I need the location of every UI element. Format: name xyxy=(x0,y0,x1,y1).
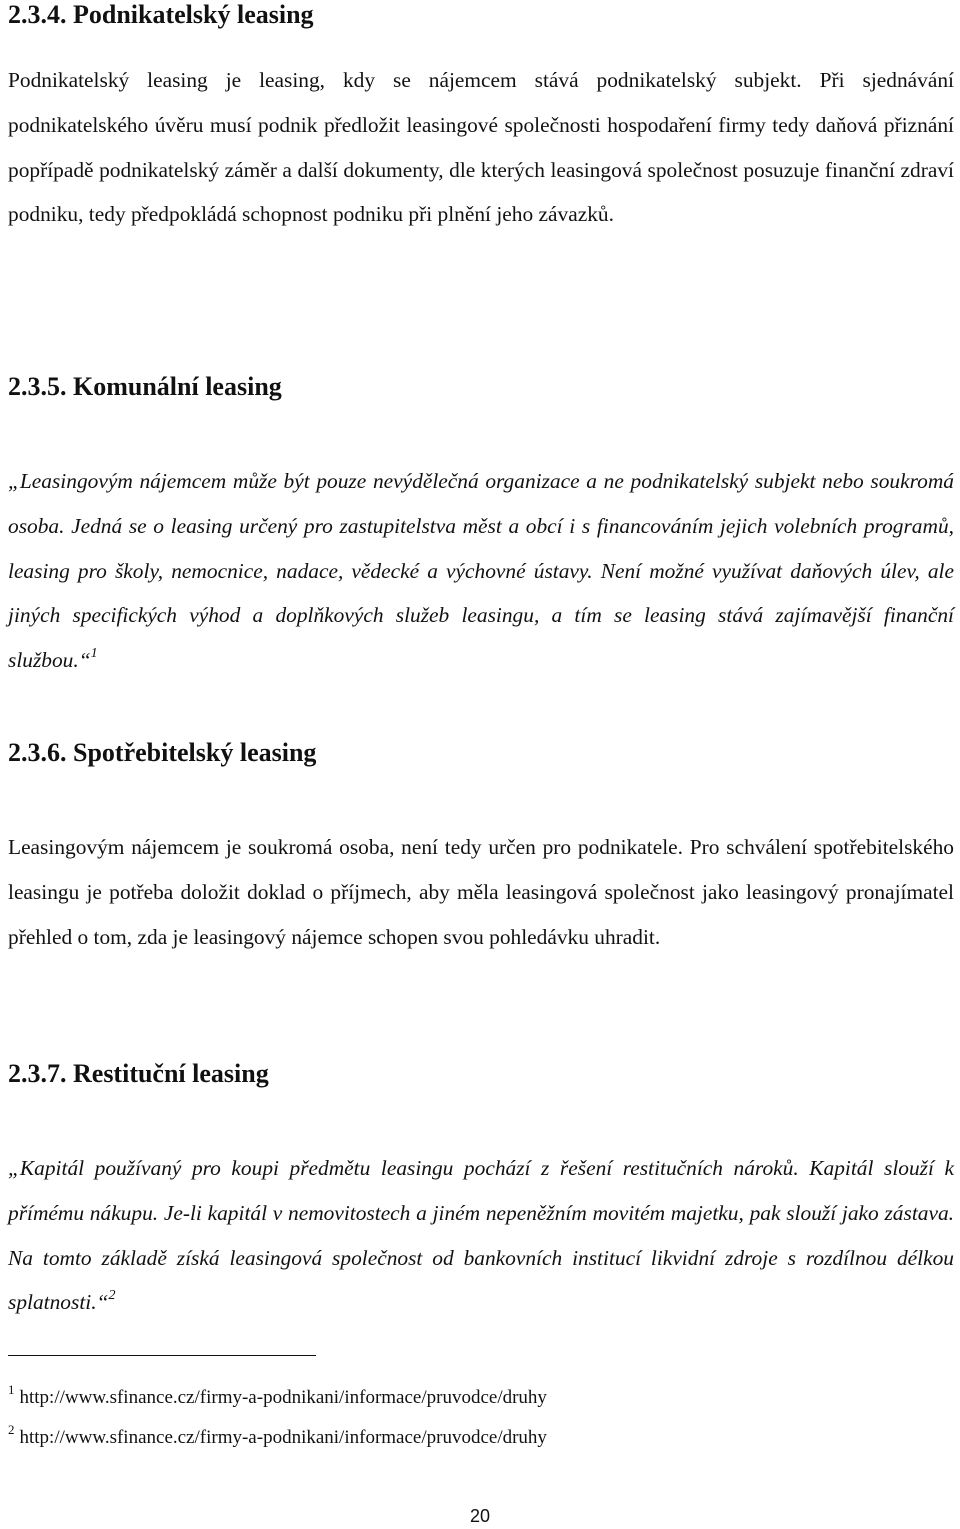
footnote-number: 2 xyxy=(8,1422,15,1437)
quote-text-komunalni: „Leasingovým nájemcem může být pouze nevýdělečná organizace a ne podnikatelský subjekt nebo soukromá osoba. Jedná se o leasing určený pro zastupitelstva měst a obcí i s financováním jejich volebních programů, leasing pro školy, nemocnice, nadace, vědecké a výchovné ústavy. Není možné využívat daňových úlev, ale jiných specifických výhod a doplňkových služeb leasingu, a tím se leasing stává zajímavější finanční službou.“ xyxy=(8,469,954,673)
footnote-reference[interactable]: 1 xyxy=(90,646,98,662)
footnote-separator xyxy=(8,1355,316,1356)
page-number: 20 xyxy=(469,1506,491,1526)
section-heading-restitucni-leasing: 2.3.7. Restituční leasing xyxy=(8,1059,269,1088)
footnote xyxy=(8,1422,547,1450)
paragraph-podnikatelsky-leasing: Podnikatelský leasing je leasing, kdy se nájemcem stává podnikatelský subjekt. Při sjednávání podnikatelského úvěru musí podnik předložit leasingové společnosti hospodaření firmy tedy daňová přiznání popřípadě podnikatelský záměr a další dokumenty, dle kterých leasingová společnost posuzuje finanční zdraví podniku, tedy předpokládá schopnost podniku při plnění jeho závazků. xyxy=(8,68,954,227)
footnote-reference[interactable]: 2 xyxy=(108,1288,116,1304)
section-heading-komunalni-leasing: 2.3.5. Komunální leasing xyxy=(8,372,282,401)
footnote-link[interactable]: http://www.sfinance.cz/firmy-a-podnikani/informace/pruvodce/druhy xyxy=(19,1427,547,1448)
quote-text-restitucni: „Kapitál používaný pro koupi předmětu leasingu pochází z řešení restitučních nároků. Kapitál slouží k přímému nákupu. Je-li kapitál v nemovitostech a jiném nepeněžním movitém majetku, pak slouží jako zástava. Na tomto základě získá leasingová společnost od bankovních institucí likvidní zdroje s rozdílnou délkou splatnosti.“ xyxy=(8,1156,954,1315)
footnote-link[interactable]: http://www.sfinance.cz/firmy-a-podnikani/informace/pruvodce/druhy xyxy=(19,1387,547,1408)
paragraph-restitucni-leasing xyxy=(8,1146,954,1325)
paragraph-spotrebitelsky-leasing: Leasingovým nájemcem je soukromá osoba, není tedy určen pro podnikatele. Pro schválení spotřebitelského leasingu je potřeba doložit doklad o příjmech, aby měla leasingová společnost jako leasingový pronajímatel přehled o tom, zda je leasingový nájemce schopen svou pohledávku uhradit. xyxy=(8,835,954,949)
footnote-number: 1 xyxy=(8,1382,15,1397)
section-heading-spotrebitelsky-leasing: 2.3.6. Spotřebitelský leasing xyxy=(8,738,317,767)
paragraph-komunalni-leasing xyxy=(8,459,954,683)
footnote xyxy=(8,1382,547,1410)
section-heading-podnikatelsky-leasing: 2.3.4. Podnikatelský leasing xyxy=(8,0,314,29)
